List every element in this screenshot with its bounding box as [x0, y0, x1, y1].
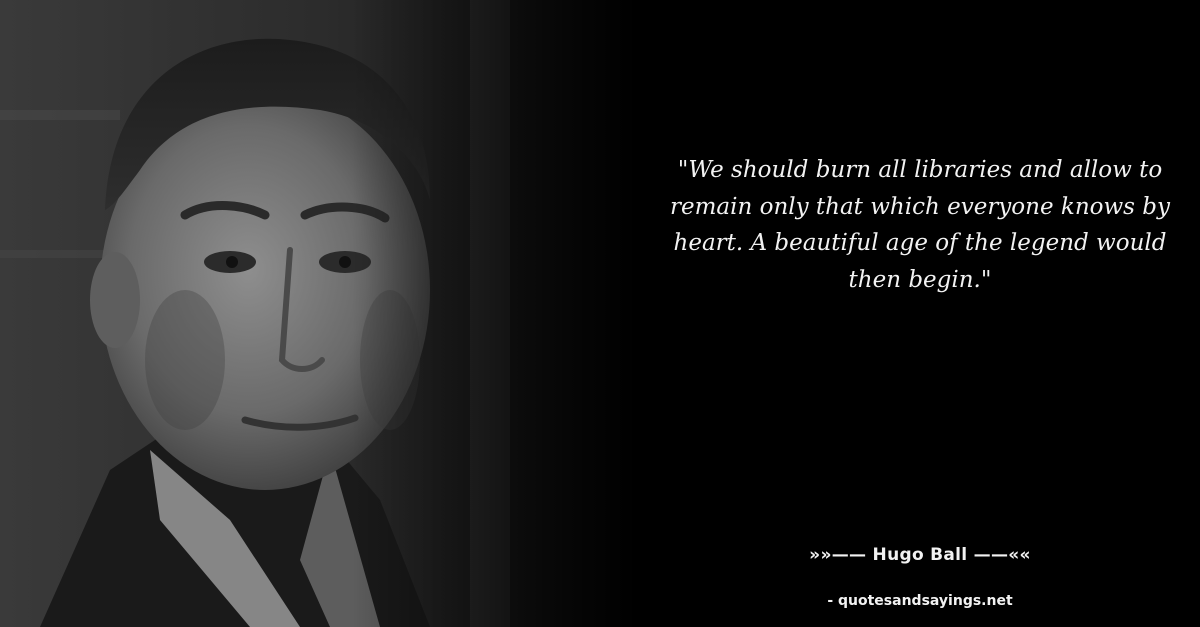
source-label: - quotesandsayings.net	[827, 593, 1013, 609]
quote-text: "We should burn all libraries and allow to remain only that which everyone knows by heart. A beautiful age of the legend would then begin."	[669, 157, 1170, 293]
author-line: »»—— Hugo Ball ——««	[809, 545, 1031, 565]
